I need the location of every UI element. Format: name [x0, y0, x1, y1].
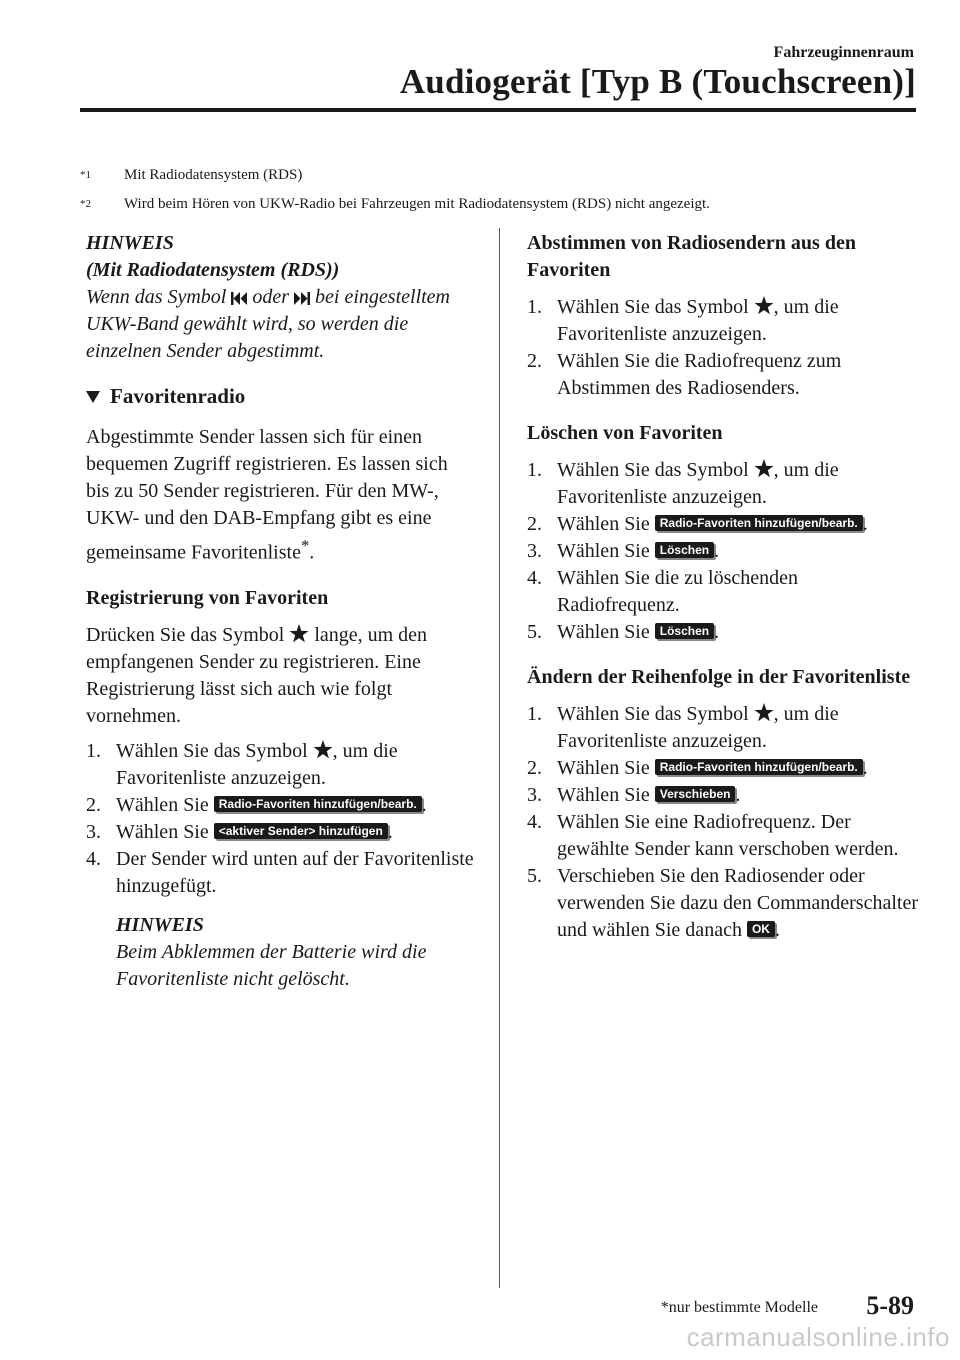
footnote-mark: *2 [80, 198, 91, 210]
page-number: 5-89 [866, 1291, 914, 1320]
subheading-registration: Registrierung von Favoriten [86, 586, 329, 609]
list-item: 2. Wählen Sie Radio-Favoriten hinzufügen/bearb. . [527, 757, 868, 779]
list-item: 5. Verschieben Sie den Radiosender oder verwenden Sie dazu den Commanderschalter und wählen Sie danach OK . [527, 865, 918, 941]
list-item: 5. Wählen Sie Löschen . [527, 621, 720, 643]
list-item: 1. Wählen Sie das Symbol , um die Favoritenliste anzuzeigen. [86, 739, 398, 789]
subheading-delete: Löschen von Favoriten [527, 422, 723, 444]
battery-note [116, 912, 476, 993]
list-item: 2. Wählen Sie die Radiofrequenz zum Abstimmen des Radiosenders. [527, 350, 842, 399]
list-item: 1. Wählen Sie das Symbol , um die Favoritenliste anzuzeigen. [527, 459, 839, 508]
triangle-bullet-icon [86, 391, 100, 403]
intro-paragraph: Abgestimmte Sender lassen sich für einen bequemen Zugriff registrieren. Es lassen sich bis zu 50 Sender registrieren. Für den MW-, UKW- und den DAB-Empfang gibt es eine gemeinsame Favoritenliste*. [86, 426, 448, 564]
radio-favorites-button: Radio-Favoriten hinzufügen/bearb. [214, 796, 422, 812]
note-text: Wenn das Symbol oder bei eingestelltem UKW-Band gewählt wird, so werden die einzelnen Sender abgestimmt. [86, 286, 450, 362]
delete-button: Löschen [655, 623, 714, 639]
footnotes [80, 163, 710, 221]
star-icon [313, 740, 333, 759]
list-item: 2. Wählen Sie Radio-Favoriten hinzufügen/bearb. . [527, 513, 868, 535]
footnote-text: Wird beim Hören von UKW-Radio bei Fahrzeugen mit Radiodatensystem (RDS) nicht angezeigt. [124, 196, 710, 212]
subheading-order: Ändern der Reihenfolge in der Favoritenliste [527, 666, 911, 688]
seek-forward-icon [294, 292, 310, 305]
list-item: 4. Der Sender wird unten auf der Favoritenliste hinzugefügt. [86, 847, 474, 897]
section-label: Fahrzeuginnenraum [773, 44, 914, 61]
section-heading-favorites: Favoritenradio [86, 383, 476, 410]
star-icon [289, 624, 309, 643]
delete-steps [527, 457, 922, 646]
footnote-1 [80, 163, 710, 192]
list-item: 4. Wählen Sie die zu löschenden Radiofrequenz. [527, 567, 799, 616]
chapter-title: Audiogerät [Typ B (Touchscreen)] [399, 62, 916, 101]
tune-steps [527, 294, 922, 402]
asterisk-marker: * [300, 536, 310, 555]
delete-button: Löschen [655, 542, 714, 558]
radio-favorites-button: Radio-Favoriten hinzufügen/bearb. [655, 515, 863, 531]
list-item: 2. Wählen Sie Radio-Favoriten hinzufügen/bearb. . [86, 793, 427, 816]
list-item: 3. Wählen Sie Löschen . [527, 540, 720, 562]
star-icon [754, 703, 774, 722]
star-icon [754, 296, 774, 315]
note-heading: HINWEIS [116, 913, 204, 936]
note-heading: HINWEIS [86, 232, 174, 254]
left-column [86, 230, 476, 993]
list-item: 4. Wählen Sie eine Radiofrequenz. Der gewählte Sender kann verschoben werden. [527, 811, 899, 860]
list-item: 3. Wählen Sie Verschieben . [527, 784, 741, 806]
seek-back-icon [231, 292, 247, 305]
star-icon [754, 459, 774, 478]
list-item: 3. Wählen Sie <aktiver Sender> hinzufügen . [86, 820, 393, 843]
note-text: Beim Abklemmen der Batterie wird die Favoritenliste nicht gelöscht. [116, 940, 427, 990]
note-subheading: (Mit Radiodatensystem (RDS)) [86, 259, 340, 281]
radio-favorites-button: Radio-Favoriten hinzufügen/bearb. [655, 759, 863, 775]
footnote-2 [80, 192, 710, 221]
list-item: 1. Wählen Sie das Symbol , um die Favoritenliste anzuzeigen. [527, 296, 839, 345]
registration-text: Drücken Sie das Symbol lange, um den empfangenen Sender zu registrieren. Eine Registrierung lässt sich auch wie folgt vornehmen. [86, 623, 428, 727]
column-divider [499, 228, 500, 1288]
add-active-station-button: <aktiver Sender> hinzufügen [214, 823, 388, 839]
registration-steps [86, 738, 476, 900]
subheading-tune: Abstimmen von Radiosendern aus den Favoriten [527, 232, 856, 281]
watermark: carmanualsonline.info [686, 1322, 950, 1352]
header-rule [80, 108, 916, 112]
footnote-text: Mit Radiodatensystem (RDS) [124, 167, 303, 183]
list-item: 1. Wählen Sie das Symbol , um die Favoritenliste anzuzeigen. [527, 703, 839, 752]
move-button: Verschieben [655, 786, 736, 802]
footer-note: *nur bestimmte Modelle [660, 1299, 818, 1316]
ok-button: OK [747, 921, 775, 937]
right-column [527, 230, 922, 944]
order-steps [527, 701, 922, 944]
footnote-mark: *1 [80, 169, 91, 181]
